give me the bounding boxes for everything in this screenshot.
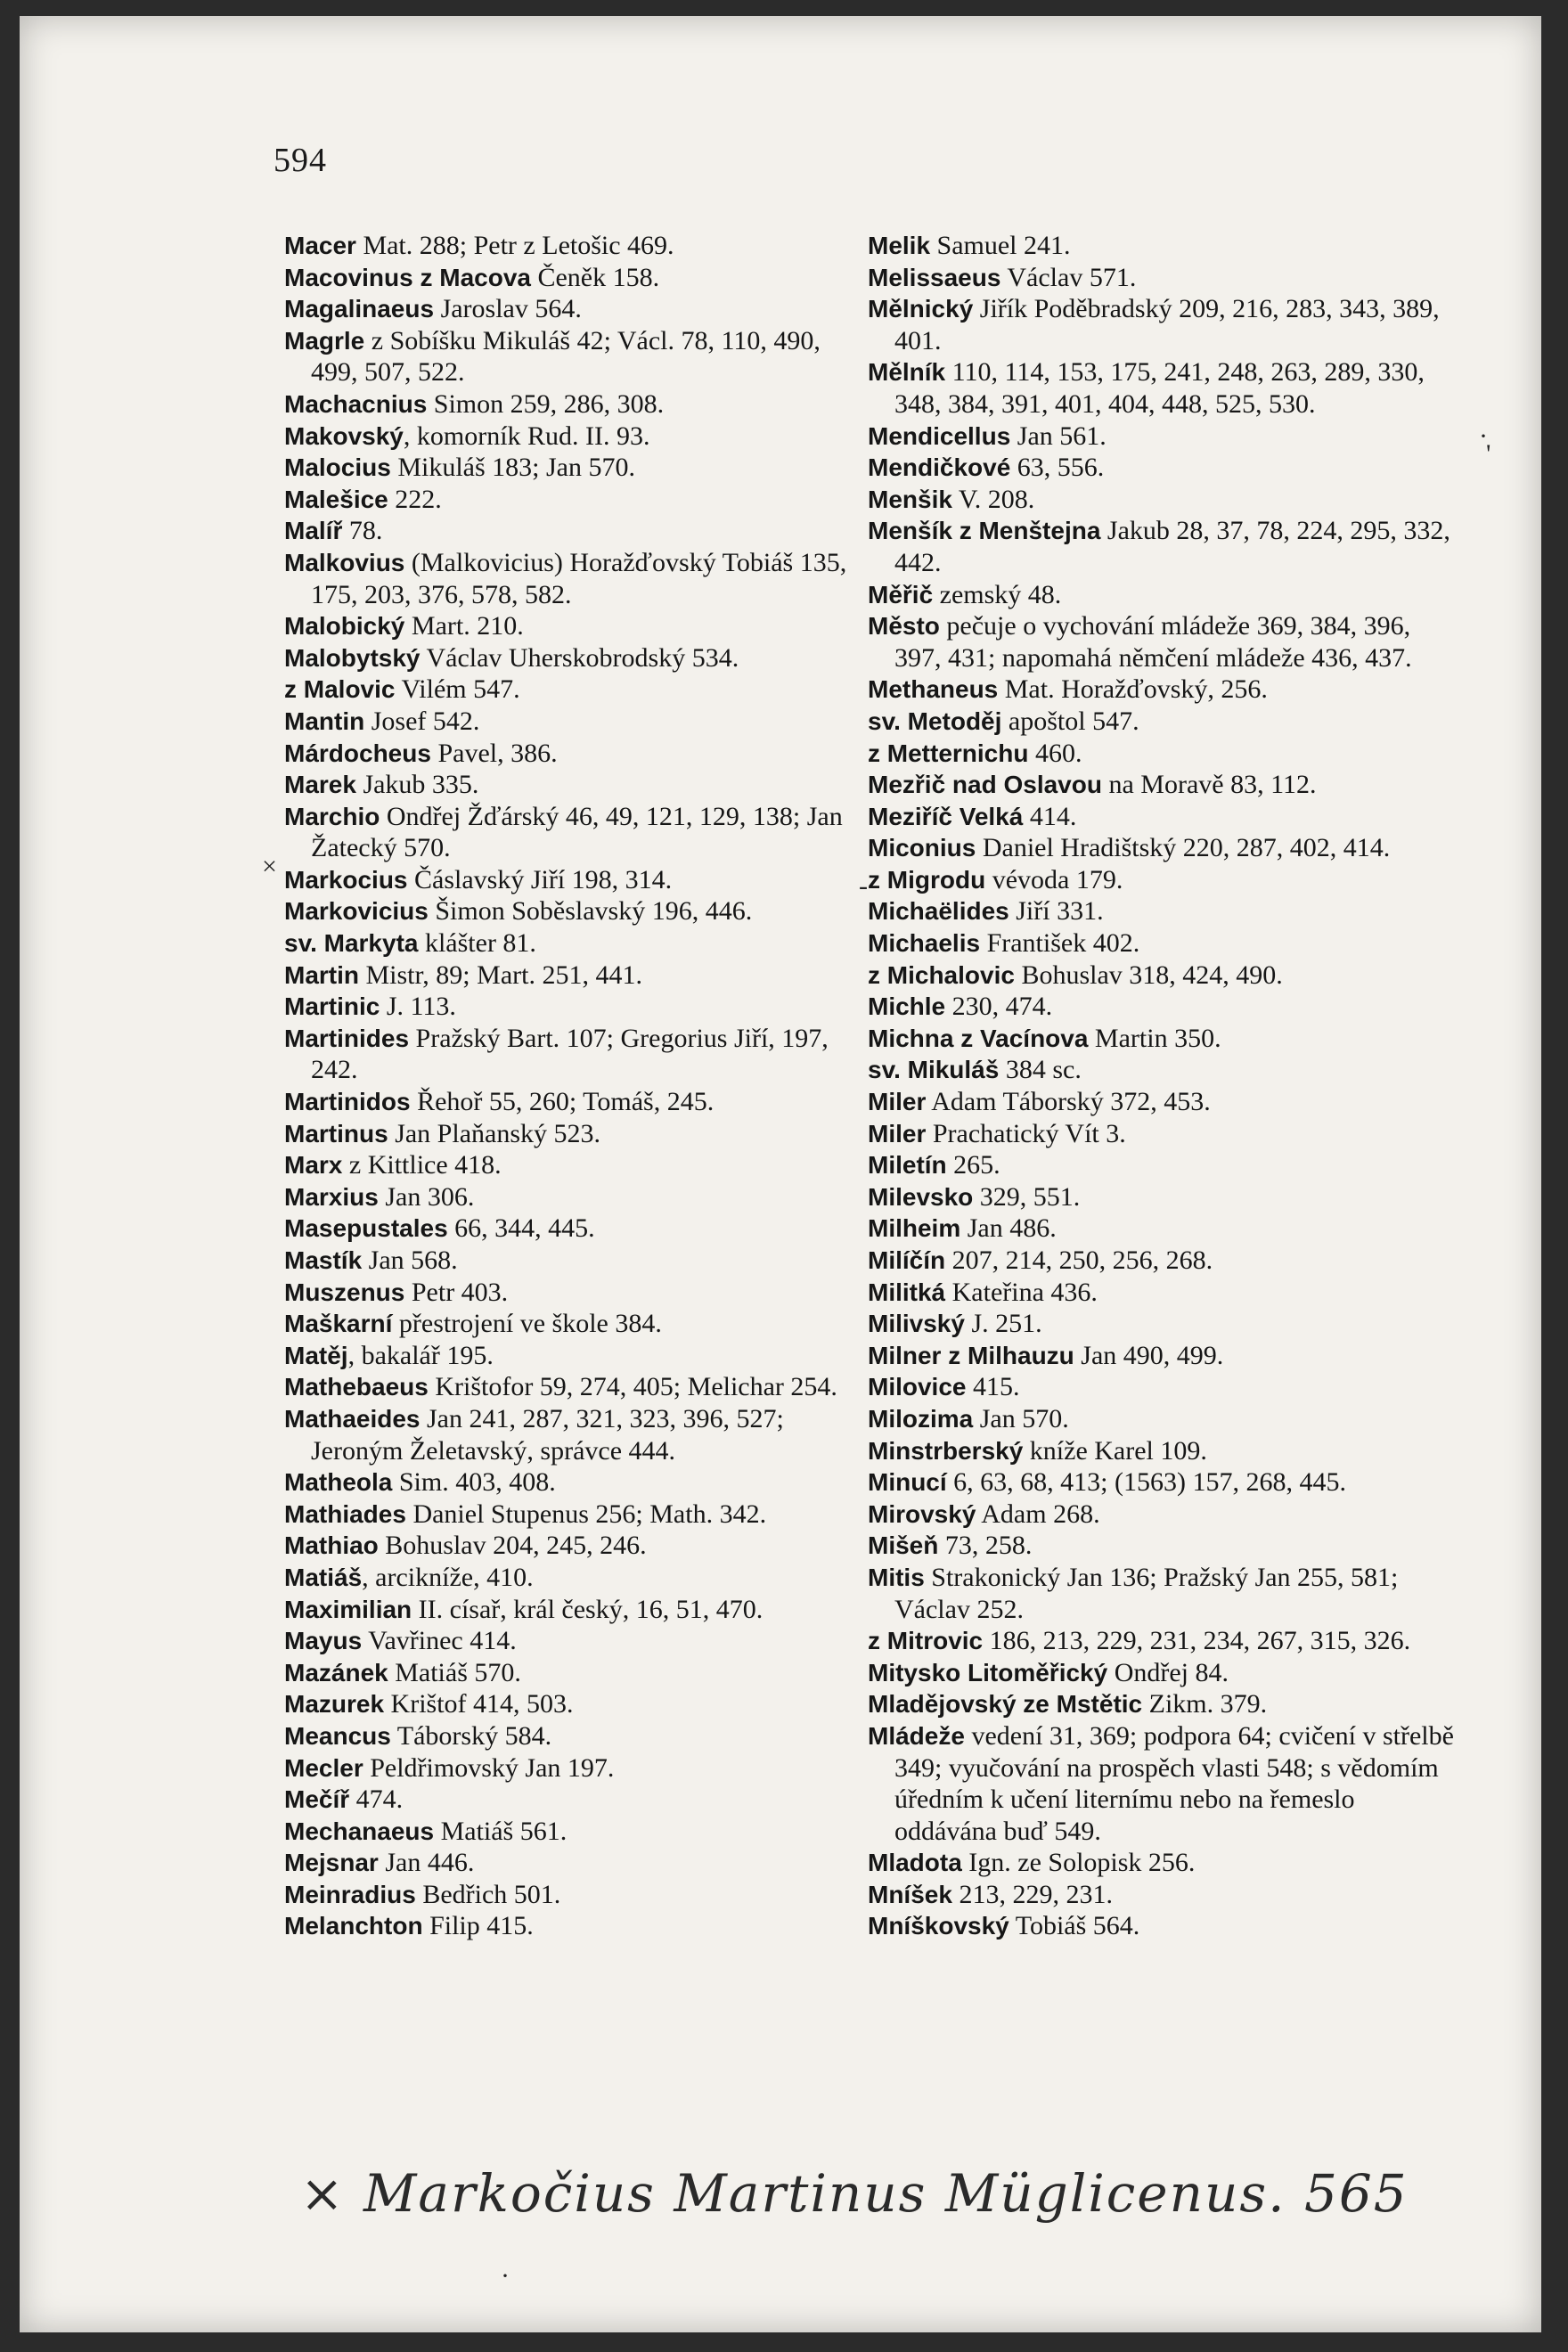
entry-headword: Mendicellus [868,421,1011,450]
entry-headword: Militká [868,1278,946,1306]
index-entry [284,1910,868,1942]
entry-headword: Martinus [284,1119,388,1147]
entry-references: 6, 63, 68, 413; (1563) 157, 268, 445. [946,1467,1346,1498]
index-entry [868,293,1456,356]
index-entry [284,1816,868,1848]
index-entry [284,706,868,738]
entry-headword: Mathiades [284,1499,406,1528]
entry-references: Tobiáš 564. [1009,1911,1140,1941]
index-entry [284,1403,868,1466]
index-entry [868,769,1456,801]
entry-references: 460. [1028,738,1082,768]
index-entry [868,832,1456,864]
index-entry [868,356,1456,420]
entry-headword: Macer [284,232,356,259]
index-entry [284,421,868,453]
entry-headword: Methaneus [868,675,999,704]
entry-references: Strakonický Jan 136; Pražský Jan 255, 581; Václav 252. [894,1562,1399,1624]
entry-headword: Martinidos [284,1088,411,1116]
entry-headword: z Mitrovic [868,1627,984,1655]
entry-references: Adam Táborský 372, 453. [926,1087,1211,1117]
book-page [20,16,1541,2332]
index-entry [868,1879,1456,1911]
entry-references: Jan 490, 499. [1074,1340,1224,1370]
entry-headword: Minstrberský [868,1436,1024,1465]
entry-references: z Sobíšku Mikuláš 42; Václ. 78, 110, 490, 499, 507, 522. [311,325,821,388]
index-entry [868,1466,1456,1499]
index-entry [868,1181,1456,1213]
index-entry [284,738,868,770]
entry-references: Pavel, 386. [430,738,558,768]
entry-headword: Mastík [284,1246,363,1274]
entry-headword: Melissaeus [868,263,1001,291]
entry-references: J. 113. [380,992,456,1022]
entry-headword: Mitysko Litoměřický [868,1658,1108,1686]
entry-headword: Malobický [284,612,405,641]
entry-headword: Mathiao [284,1531,379,1560]
entry-headword: Mechanaeus [284,1817,435,1845]
entry-references: z Kittlice 418. [342,1150,502,1180]
entry-headword: Milner z Milhauzu [868,1341,1074,1369]
entry-references: Jan 561. [1010,421,1107,451]
entry-references: V. 208. [951,484,1035,514]
index-entry [284,1752,868,1784]
index-entry [868,579,1456,611]
index-entry [284,1245,868,1277]
entry-headword: z Metternichu [868,739,1029,767]
index-entry [868,706,1456,738]
index-entry [868,1403,1456,1435]
index-entry [868,801,1456,833]
index-entry [284,895,868,927]
page-number: 594 [274,142,327,179]
entry-headword: Milheim [868,1214,961,1243]
index-entry [284,1308,868,1340]
index-entry [868,1562,1456,1625]
entry-references: Jan 570. [973,1403,1069,1433]
entry-references: klášter 81. [418,928,536,959]
entry-headword: Menšik [868,485,952,513]
entry-references: Řehoř 55, 260; Tomáš, 245. [410,1087,715,1117]
entry-headword: Márdocheus [284,739,431,767]
entry-headword: z Michalovic [868,960,1015,989]
index-entry [868,610,1456,674]
entry-headword: Město [868,612,940,641]
entry-headword: Malíř [284,517,343,545]
index-entry [284,991,868,1023]
entry-headword: Mitis [868,1563,925,1591]
entry-references: Krištofor 59, 274, 405; Melichar 254. [428,1372,837,1402]
entry-headword: Melik [868,232,931,259]
index-entry [868,1625,1456,1657]
entry-headword: Markovicius [284,897,429,926]
entry-references: , arcikníže, 410. [362,1562,534,1592]
entry-references: 222. [388,484,442,514]
entry-headword: Malobytský [284,643,421,672]
index-entry [868,1308,1456,1340]
entry-references: Jiřík Poděbradský 209, 216, 283, 343, 389, 401. [894,294,1440,355]
index-column-right [868,230,1456,1942]
entry-references: Zikm. 379. [1142,1689,1268,1719]
entry-headword: Maximilian [284,1595,412,1623]
index-entry [284,1213,868,1245]
entry-references: , bakalář 195. [347,1340,494,1370]
entry-headword: Marek [284,771,356,799]
entry-references: Jaroslav 564. [434,294,582,324]
index-entry [284,1847,868,1879]
entry-headword: Matheola [284,1468,393,1497]
entry-headword: Michaëlides [868,897,1009,926]
entry-references: Mat. Horažďovský, 256. [998,674,1268,705]
entry-headword: Měřič [868,580,934,608]
entry-headword: Milozima [868,1404,974,1433]
entry-references: Jan 568. [362,1245,458,1275]
index-entry [284,1688,868,1720]
entry-headword: Milíčín [868,1246,946,1274]
entry-references: Vilém 547. [395,674,520,705]
entry-headword: Mělník [868,358,946,387]
margin-dash-mark: - [859,871,868,901]
entry-headword: Mníškovský [868,1912,1009,1940]
entry-references: Vavřinec 414. [362,1626,517,1656]
entry-headword: Mathaeides [284,1404,421,1433]
index-entry [284,1594,868,1626]
entry-references: Simon 259, 286, 308. [427,388,665,419]
entry-references: Krištof 414, 503. [384,1689,574,1719]
entry-headword: Mecler [284,1753,363,1782]
entry-references: Jan 241, 287, 321, 323, 396, 527; Jeroným Želetavský, správce 444. [311,1403,784,1466]
entry-references: Čeněk 158. [530,262,660,292]
entry-references: Adam 268. [976,1499,1100,1529]
entry-references: Táborský 584. [390,1720,552,1751]
entry-headword: Mantin [284,706,365,735]
index-entry [284,262,868,294]
index-entry [284,1181,868,1213]
entry-references: František 402. [980,928,1140,959]
entry-references: Mistr, 89; Mart. 251, 441. [359,960,642,990]
entry-references: vedení 31, 369; podpora 64; cvičení v střelbě 349; vyučování na prospěch vlasti 548; s vědomím úředním k učení liternímu nebo na řemeslo oddávána buď 549. [894,1720,1454,1846]
entry-references: Jan Plaňanský 523. [388,1118,601,1148]
index-entry [868,1023,1456,1055]
index-entry [284,388,868,421]
index-entry [284,642,868,674]
entry-headword: Malocius [284,453,391,482]
index-entry [868,738,1456,770]
index-entry [284,1086,868,1118]
entry-references: Samuel 241. [930,231,1071,260]
index-entry [868,1499,1456,1531]
entry-references: zemský 48. [933,579,1062,609]
entry-references: Daniel Hradištský 220, 287, 402, 414. [976,833,1391,863]
index-entry [868,515,1456,578]
entry-headword: sv. Mikuláš [868,1056,1000,1084]
index-entry [284,927,868,960]
index-entry [868,895,1456,927]
entry-headword: sv. Metoděj [868,706,1002,735]
entry-headword: Mirovský [868,1499,976,1528]
index-entry [868,1277,1456,1309]
entry-headword: Marxius [284,1182,379,1211]
entry-headword: Markocius [284,865,408,894]
index-entry [868,960,1456,992]
entry-headword: Mělnický [868,295,974,323]
index-entry [284,452,868,484]
entry-references: apoštol 547. [1001,706,1139,736]
entry-references: přestrojení ve škole 384. [392,1309,662,1339]
entry-headword: Marx [284,1151,343,1180]
index-entry [868,230,1456,262]
entry-references: Sim. 403, 408. [392,1467,556,1498]
margin-cross-mark: × [262,852,277,881]
index-entry [284,1562,868,1594]
entry-headword: Minucí [868,1468,947,1497]
index-entry [868,1054,1456,1086]
entry-references: 213, 229, 231. [951,1879,1113,1909]
entry-headword: Meziříč Velká [868,802,1024,830]
entry-references: Daniel Stupenus 256; Math. 342. [405,1499,767,1529]
index-entry [284,547,868,610]
index-entry [284,1625,868,1657]
entry-references: 186, 213, 229, 231, 234, 267, 315, 326. [983,1626,1411,1656]
index-entry [284,515,868,547]
index-entry [284,864,868,896]
entry-references: 265. [946,1150,1000,1180]
entry-headword: Miconius [868,834,976,862]
entry-headword: Masepustales [284,1214,448,1243]
entry-headword: Matiáš [284,1563,363,1591]
entry-references: Bedřich 501. [415,1879,561,1909]
entry-references: Jan 306. [378,1181,475,1212]
index-entry [868,262,1456,294]
entry-headword: Mníšek [868,1880,952,1908]
index-entry [868,1435,1456,1467]
entry-references: 474. [349,1784,404,1815]
entry-references: Ign. ze Solopisk 256. [961,1848,1196,1878]
index-entry [284,1499,868,1531]
entry-headword: Melanchton [284,1912,423,1940]
index-entry [284,1149,868,1181]
index-entry [868,1371,1456,1403]
entry-references: Václav Uherskobrodský 534. [420,642,739,673]
entry-references: Ondřej Žďárský 46, 49, 121, 129, 138; Jan Žatecký 570. [311,801,843,863]
entry-headword: Martinides [284,1024,410,1052]
entry-headword: Malkovius [284,548,405,576]
index-entry [284,1340,868,1372]
handwritten-note: × Markočius Martinus Müglicenus. 565 [300,2163,1409,2224]
index-entry [868,1245,1456,1277]
entry-headword: Michna z Vacínova [868,1024,1089,1052]
entry-references: Kateřina 436. [945,1277,1098,1307]
index-entry [284,230,868,262]
index-entry [284,1277,868,1309]
entry-references: 230, 474. [945,992,1053,1022]
entry-references: 63, 556. [1010,453,1105,483]
entry-headword: Mladějovský ze Mstětic [868,1690,1143,1719]
index-entry [284,1466,868,1499]
entry-headword: Miler [868,1088,927,1116]
entry-headword: Miletín [868,1151,947,1180]
index-entry [868,927,1456,960]
entry-references: 78. [342,516,383,546]
entry-references: Mart. 210. [404,611,524,641]
index-entry [284,610,868,642]
entry-references: Prachatický Vít 3. [926,1118,1126,1148]
index-entry [284,769,868,801]
entry-headword: Milovice [868,1373,967,1401]
entry-references: Jakub 335. [355,770,479,800]
index-entry [284,1023,868,1086]
entry-headword: Meinradius [284,1880,416,1908]
entry-references: Václav 571. [1000,262,1137,292]
entry-references: na Moravě 83, 112. [1101,770,1317,800]
margin-tick-mark: ' [1486,439,1491,469]
index-entry [868,1213,1456,1245]
index-entry [868,1149,1456,1181]
entry-headword: Mejsnar [284,1849,379,1877]
index-column-left [284,230,868,1942]
entry-references: II. císař, král český, 16, 51, 470. [412,1594,764,1624]
entry-references: 207, 214, 250, 256, 268. [945,1245,1213,1275]
entry-references: 66, 344, 445. [447,1213,595,1244]
entry-headword: Mišeň [868,1531,939,1560]
index-entry [868,1847,1456,1879]
entry-references: J. 251. [964,1309,1042,1339]
index-entry [284,484,868,516]
entry-references: Jakub 28, 37, 78, 224, 295, 332, 442. [894,516,1450,577]
entry-references: 110, 114, 153, 175, 241, 248, 263, 289, 330, 348, 384, 391, 401, 404, 448, 525, 530. [894,357,1425,419]
margin-dot-mark: · [1479,421,1488,451]
entry-references: Filip 415. [422,1911,534,1941]
entry-references: Bohuslav 204, 245, 246. [378,1531,647,1561]
index-entry [868,452,1456,484]
margin-bottom-dot: · [501,2261,510,2291]
entry-references: 415. [966,1372,1020,1402]
entry-references: Pražský Bart. 107; Gregorius Jiří, 197, 242. [311,1023,829,1085]
entry-references: Petr 403. [404,1277,509,1307]
entry-headword: Mečíř [284,1785,350,1814]
entry-references: pečuje o vychování mládeže 369, 384, 396, 397, 431; napomahá němčení mládeže 436, 437. [894,611,1412,673]
entry-references: Jan 446. [378,1848,475,1878]
index-entry [284,674,868,706]
index-entry [868,1530,1456,1562]
entry-headword: Mezřič nad Oslavou [868,771,1102,799]
index-entry [284,960,868,992]
index-entry [868,484,1456,516]
entry-references: kníže Karel 109. [1023,1435,1207,1466]
entry-references: Peldřimovský Jan 197. [363,1752,615,1783]
entry-references: Josef 542. [364,706,480,736]
entry-references: vévoda 179. [985,864,1123,894]
entry-references: 384 sc. [999,1055,1082,1085]
entry-headword: Machacnius [284,389,428,418]
entry-headword: Mathebaeus [284,1373,429,1401]
entry-headword: Makovský [284,421,404,450]
index-entry [284,1784,868,1816]
entry-references: Bohuslav 318, 424, 490. [1014,960,1283,990]
entry-headword: Meancus [284,1721,391,1750]
entry-headword: Matěj [284,1341,348,1369]
entry-headword: Macovinus z Macova [284,263,531,291]
entry-headword: Magalinaeus [284,295,435,323]
entry-headword: Muszenus [284,1278,405,1306]
entry-headword: Marchio [284,802,380,830]
entry-references: Mikuláš 183; Jan 570. [390,453,635,483]
index-entry [868,1688,1456,1720]
entry-headword: Milevsko [868,1182,974,1211]
index-entry [284,1657,868,1689]
index-entry [868,1086,1456,1118]
entry-headword: Martin [284,960,359,989]
entry-headword: Mendičkové [868,453,1011,482]
entry-references: 329, 551. [973,1181,1081,1212]
entry-headword: Magrle [284,326,365,355]
index-entry [868,1340,1456,1372]
index-entry [284,1720,868,1752]
entry-references: Čáslavský Jiří 198, 314. [407,864,673,894]
entry-references: (Malkovicius) Horažďovský Tobiáš 135, 175, 203, 376, 578, 582. [311,547,847,609]
index-entry [284,1118,868,1150]
index-entry [284,1371,868,1403]
entry-headword: Michle [868,992,946,1021]
index-entry [868,1657,1456,1689]
entry-headword: Mladota [868,1849,962,1877]
entry-references: , komorník Rud. II. 93. [403,421,650,451]
index-entry [868,1720,1456,1847]
entry-references: Jiří 331. [1009,896,1104,927]
entry-references: 414. [1023,801,1077,831]
entry-headword: Menšík z Menštejna [868,517,1101,545]
index-entry [284,1530,868,1562]
entry-headword: sv. Markyta [284,929,419,958]
index-entry [284,801,868,864]
entry-headword: Martinic [284,992,380,1021]
entry-references: Matiáš 570. [388,1657,521,1687]
index-entry [284,1879,868,1911]
entry-references: Ondřej 84. [1107,1657,1229,1687]
entry-headword: Mazánek [284,1658,388,1686]
index-entry [868,1910,1456,1942]
entry-headword: Mládeže [868,1721,965,1750]
entry-references: Šimon Soběslavský 196, 446. [428,896,753,927]
entry-references: Matiáš 561. [434,1816,568,1846]
index-entry [868,674,1456,706]
index-entry [284,293,868,325]
index-entry [868,864,1456,896]
entry-references: Martin 350. [1088,1023,1221,1053]
entry-headword: Malešice [284,485,388,513]
entry-headword: Mazurek [284,1690,385,1719]
entry-headword: Michaelis [868,929,981,958]
entry-headword: Milivský [868,1310,965,1338]
entry-headword: Mayus [284,1627,363,1655]
index-entry [284,325,868,388]
entry-references: Mat. 288; Petr z Letošic 469. [355,231,674,260]
entry-headword: z Malovic [284,675,396,704]
entry-references: Jan 486. [960,1213,1057,1244]
entry-headword: Maškarní [284,1310,393,1338]
index-entry [868,421,1456,453]
index-entry [868,991,1456,1023]
entry-references: 73, 258. [938,1531,1033,1561]
entry-headword: Miler [868,1119,927,1147]
entry-headword: z Migrodu [868,865,986,894]
index-entry [868,1118,1456,1150]
